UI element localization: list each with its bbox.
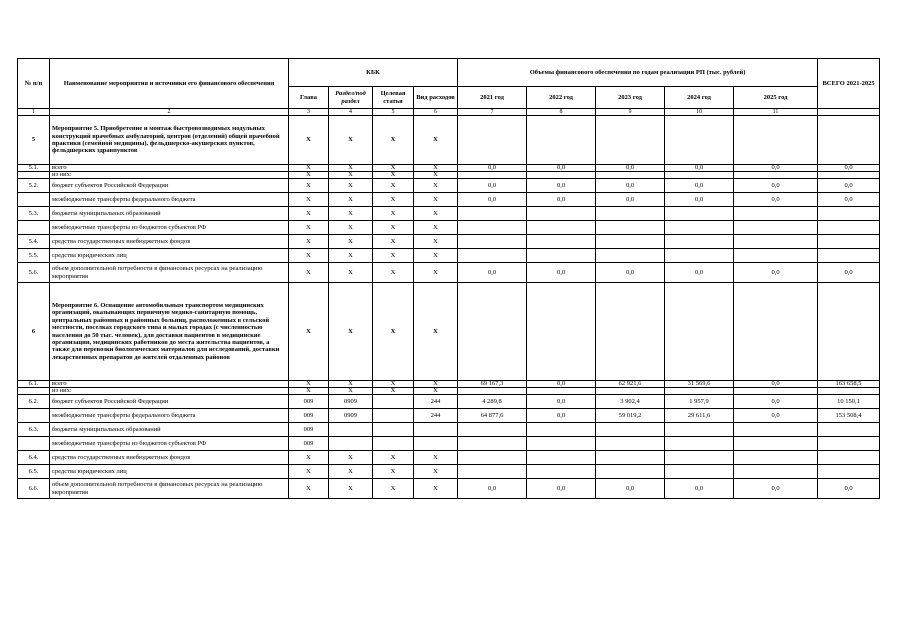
value-2022-cell [527, 207, 596, 221]
value-2021-cell: 0,0 [458, 193, 527, 207]
value-2024-cell: 31 569,6 [665, 381, 734, 388]
value-2022-cell [527, 235, 596, 249]
value-2023-cell [596, 388, 665, 395]
value-2021-cell: 69 167,3 [458, 381, 527, 388]
value-2022-cell [527, 116, 596, 165]
value-total-cell [818, 283, 880, 381]
row-number: 5 [18, 116, 50, 165]
kbk-expense-type-cell: X [414, 465, 458, 479]
row-number: 6.1. [18, 381, 50, 388]
table-row [18, 263, 880, 283]
row-number [18, 388, 50, 395]
value-total-cell: 163 658,5 [818, 381, 880, 388]
value-2024-cell [665, 465, 734, 479]
value-total-cell [818, 451, 880, 465]
kbk-article-cell [373, 423, 414, 437]
row-name: межбюджетные трансферты из бюджетов субъектов РФ [50, 221, 289, 235]
value-2024-cell: 0,0 [665, 179, 734, 193]
kbk-section-cell: X [329, 235, 373, 249]
row-name: бюджеты муниципальных образований [50, 207, 289, 221]
value-2025-cell [734, 172, 818, 179]
kbk-article-cell: X [373, 179, 414, 193]
kbk-article-cell: X [373, 249, 414, 263]
value-2021-cell: 4 289,8 [458, 395, 527, 409]
column-number: 8 [527, 109, 596, 116]
kbk-section-cell [329, 437, 373, 451]
table-row [18, 409, 880, 423]
value-2024-cell: 0,0 [665, 479, 734, 499]
value-2025-cell [734, 451, 818, 465]
kbk-expense-type-cell: X [414, 193, 458, 207]
row-number: 5.6. [18, 263, 50, 283]
kbk-article-cell [373, 409, 414, 423]
value-2024-cell [665, 451, 734, 465]
table-row [18, 465, 880, 479]
header-row-1 [18, 59, 880, 87]
kbk-article-cell: X [373, 235, 414, 249]
kbk-section-cell: X [329, 165, 373, 172]
table-row [18, 381, 880, 388]
column-number-row [18, 109, 880, 116]
value-2022-cell [527, 451, 596, 465]
value-2023-cell [596, 283, 665, 381]
header-num: № п/п [18, 59, 50, 109]
value-2024-cell [665, 207, 734, 221]
kbk-article-cell: X [373, 165, 414, 172]
value-2021-cell [458, 207, 527, 221]
value-2025-cell: 0,0 [734, 193, 818, 207]
row-name: всего [50, 381, 289, 388]
row-name: объем дополнительной потребности в финансовых ресурсах на реализацию мероприятия [50, 263, 289, 283]
header-year-2025: 2025 год [734, 87, 818, 109]
kbk-expense-type-cell: X [414, 381, 458, 388]
kbk-chapter-cell: X [289, 207, 329, 221]
table-row [18, 165, 880, 172]
table-row [18, 116, 880, 165]
kbk-chapter-cell: X [289, 179, 329, 193]
header-kbk-section: Раздел/под раздел [329, 87, 373, 109]
value-2024-cell [665, 116, 734, 165]
kbk-expense-type-cell: X [414, 283, 458, 381]
value-2022-cell: 0,0 [527, 479, 596, 499]
value-2025-cell: 0,0 [734, 165, 818, 172]
value-2022-cell [527, 465, 596, 479]
value-2025-cell [734, 235, 818, 249]
value-2023-cell: 3 902,4 [596, 395, 665, 409]
kbk-chapter-cell: 009 [289, 409, 329, 423]
value-total-cell [818, 172, 880, 179]
value-2024-cell: 0,0 [665, 193, 734, 207]
column-number: 7 [458, 109, 527, 116]
row-number: 6 [18, 283, 50, 381]
column-number: 3 [289, 109, 329, 116]
value-total-cell [818, 235, 880, 249]
row-number: 5.1. [18, 165, 50, 172]
kbk-expense-type-cell: X [414, 451, 458, 465]
value-2022-cell [527, 221, 596, 235]
table-row [18, 172, 880, 179]
value-2021-cell: 0,0 [458, 479, 527, 499]
table-row [18, 451, 880, 465]
value-total-cell: 153 508,4 [818, 409, 880, 423]
kbk-chapter-cell: X [289, 451, 329, 465]
column-number: 11 [734, 109, 818, 116]
value-total-cell: 0,0 [818, 479, 880, 499]
value-2022-cell: 0,0 [527, 395, 596, 409]
kbk-section-cell: X [329, 179, 373, 193]
table-row [18, 235, 880, 249]
value-total-cell [818, 116, 880, 165]
row-name: межбюджетные трансферты из бюджетов субъектов РФ [50, 437, 289, 451]
kbk-expense-type-cell: X [414, 207, 458, 221]
kbk-chapter-cell: X [289, 249, 329, 263]
value-2024-cell [665, 249, 734, 263]
kbk-expense-type-cell [414, 437, 458, 451]
column-number: 4 [329, 109, 373, 116]
value-total-cell [818, 388, 880, 395]
value-2021-cell [458, 465, 527, 479]
column-number: 5 [373, 109, 414, 116]
table-row [18, 179, 880, 193]
value-2021-cell [458, 249, 527, 263]
value-2025-cell [734, 221, 818, 235]
row-number [18, 221, 50, 235]
kbk-article-cell: X [373, 388, 414, 395]
value-total-cell: 0,0 [818, 193, 880, 207]
value-2025-cell: 0,0 [734, 479, 818, 499]
value-2024-cell [665, 388, 734, 395]
value-2022-cell: 0,0 [527, 165, 596, 172]
value-2023-cell: 62 921,6 [596, 381, 665, 388]
value-2021-cell: 64 877,6 [458, 409, 527, 423]
value-2025-cell [734, 465, 818, 479]
row-name: Мероприятие 5. Приобретение и монтаж быстровозводимых модульных конструкций врачебных амбулаторий, центров (отделений) общей врачебной практики (семейной медицины), фельдшерско-акушерских пунктов, фельдшерских здравпунктов [50, 116, 289, 165]
value-2023-cell: 0,0 [596, 479, 665, 499]
header-kbk-expense-type: Вид расходов [414, 87, 458, 109]
value-2022-cell: 0,0 [527, 179, 596, 193]
row-name: средства государственных внебюджетных фондов [50, 235, 289, 249]
kbk-expense-type-cell [414, 423, 458, 437]
kbk-expense-type-cell: X [414, 165, 458, 172]
value-2023-cell: 0,0 [596, 263, 665, 283]
kbk-chapter-cell: X [289, 116, 329, 165]
row-number: 6.3. [18, 423, 50, 437]
row-name: объем дополнительной потребности в финансовых ресурсах на реализацию мероприятия [50, 479, 289, 499]
row-name: бюджеты муниципальных образований [50, 423, 289, 437]
value-2025-cell: 0,0 [734, 409, 818, 423]
value-total-cell [818, 437, 880, 451]
table-row [18, 423, 880, 437]
kbk-article-cell: X [373, 221, 414, 235]
kbk-expense-type-cell: X [414, 388, 458, 395]
kbk-article-cell: X [373, 381, 414, 388]
table-row [18, 193, 880, 207]
kbk-article-cell: X [373, 283, 414, 381]
kbk-expense-type-cell: X [414, 179, 458, 193]
row-name: из них: [50, 172, 289, 179]
row-number [18, 172, 50, 179]
kbk-article-cell [373, 395, 414, 409]
value-2021-cell [458, 437, 527, 451]
row-name: средства государственных внебюджетных фондов [50, 451, 289, 465]
kbk-section-cell: X [329, 116, 373, 165]
row-name: межбюджетные трансферты федерального бюджета [50, 409, 289, 423]
value-2021-cell [458, 172, 527, 179]
value-2023-cell [596, 221, 665, 235]
kbk-section-cell: X [329, 263, 373, 283]
value-2023-cell [596, 451, 665, 465]
value-total-cell: 10 150,1 [818, 395, 880, 409]
kbk-section-cell: X [329, 207, 373, 221]
value-2023-cell [596, 249, 665, 263]
value-2022-cell: 0,0 [527, 263, 596, 283]
kbk-expense-type-cell: X [414, 249, 458, 263]
value-2025-cell [734, 207, 818, 221]
value-total-cell: 0,0 [818, 179, 880, 193]
value-2024-cell: 29 611,6 [665, 409, 734, 423]
kbk-chapter-cell: 009 [289, 395, 329, 409]
value-2025-cell: 0,0 [734, 179, 818, 193]
value-2023-cell [596, 465, 665, 479]
value-2022-cell [527, 172, 596, 179]
column-number: 2 [50, 109, 289, 116]
kbk-section-cell: X [329, 381, 373, 388]
row-name: средства юридических лиц [50, 465, 289, 479]
kbk-section-cell: X [329, 388, 373, 395]
kbk-section-cell: X [329, 283, 373, 381]
column-number: 1 [18, 109, 50, 116]
column-number-empty [818, 109, 880, 116]
header-kbk-article: Целевая статья [373, 87, 414, 109]
financing-table [17, 58, 880, 499]
table-row [18, 207, 880, 221]
value-2023-cell [596, 116, 665, 165]
table-row [18, 249, 880, 263]
kbk-expense-type-cell: X [414, 235, 458, 249]
value-2024-cell: 0,0 [665, 263, 734, 283]
row-name: Мероприятие 6. Оснащение автомобильным транспортом медицинских организаций, оказывающих первичную медико-санитарную помощь, центральных районных и районных больниц, расположенных в сельской местности, поселках городского типа и малых городах (с численностью населения до 50 тыс. человек), для доставки пациентов в медицинские организации, медицинских работников до места жительства пациентов, а также для перевозки биологических материалов для исследований, доставки лекарственных препаратов до жителей отдаленных районов [50, 283, 289, 381]
value-2021-cell [458, 423, 527, 437]
table-row [18, 221, 880, 235]
row-number: 5.5. [18, 249, 50, 263]
kbk-expense-type-cell: X [414, 172, 458, 179]
value-2023-cell: 0,0 [596, 193, 665, 207]
kbk-chapter-cell: X [289, 172, 329, 179]
header-year-2022: 2022 год [527, 87, 596, 109]
header-volumes: Объемы финансового обеспечения по годам реализации РП (тыс. рублей) [458, 59, 818, 87]
row-number [18, 409, 50, 423]
kbk-article-cell: X [373, 193, 414, 207]
value-2025-cell [734, 283, 818, 381]
value-2021-cell [458, 451, 527, 465]
value-2021-cell [458, 221, 527, 235]
value-2022-cell: 0,0 [527, 409, 596, 423]
row-number: 5.4. [18, 235, 50, 249]
row-number: 6.5. [18, 465, 50, 479]
table-row [18, 283, 880, 381]
value-2021-cell [458, 388, 527, 395]
value-2023-cell [596, 207, 665, 221]
header-kbk: КБК [289, 59, 458, 87]
kbk-section-cell: X [329, 172, 373, 179]
kbk-section-cell [329, 423, 373, 437]
row-number: 6.4. [18, 451, 50, 465]
value-2021-cell: 0,0 [458, 179, 527, 193]
value-2023-cell: 0,0 [596, 165, 665, 172]
kbk-section-cell: X [329, 249, 373, 263]
kbk-expense-type-cell: X [414, 263, 458, 283]
value-2021-cell: 0,0 [458, 165, 527, 172]
value-2022-cell [527, 423, 596, 437]
kbk-expense-type-cell: 244 [414, 395, 458, 409]
value-2024-cell: 1 957,9 [665, 395, 734, 409]
value-2022-cell: 0,0 [527, 381, 596, 388]
kbk-section-cell: X [329, 479, 373, 499]
column-number: 9 [596, 109, 665, 116]
value-2023-cell: 59 019,2 [596, 409, 665, 423]
kbk-article-cell: X [373, 479, 414, 499]
kbk-section-cell: X [329, 193, 373, 207]
kbk-article-cell: X [373, 172, 414, 179]
kbk-chapter-cell: X [289, 193, 329, 207]
value-2024-cell [665, 221, 734, 235]
row-number: 5.3. [18, 207, 50, 221]
table-row [18, 388, 880, 395]
row-name: межбюджетные трансферты федерального бюджета [50, 193, 289, 207]
value-total-cell [818, 221, 880, 235]
value-total-cell: 0,0 [818, 165, 880, 172]
value-total-cell [818, 249, 880, 263]
value-2024-cell [665, 423, 734, 437]
value-2025-cell [734, 116, 818, 165]
row-name: из них: [50, 388, 289, 395]
value-2021-cell [458, 283, 527, 381]
kbk-section-cell: 0909 [329, 395, 373, 409]
row-name: всего [50, 165, 289, 172]
row-name: средства юридических лиц [50, 249, 289, 263]
row-name: бюджет субъектов Российской Федерации [50, 395, 289, 409]
value-2025-cell [734, 423, 818, 437]
value-2025-cell [734, 249, 818, 263]
header-kbk-chapter: Глава [289, 87, 329, 109]
value-2022-cell: 0,0 [527, 193, 596, 207]
value-2025-cell [734, 437, 818, 451]
kbk-section-cell: X [329, 465, 373, 479]
value-2025-cell: 0,0 [734, 263, 818, 283]
kbk-chapter-cell: X [289, 263, 329, 283]
table-row [18, 437, 880, 451]
kbk-chapter-cell: X [289, 165, 329, 172]
value-2023-cell [596, 172, 665, 179]
kbk-expense-type-cell: X [414, 116, 458, 165]
header-year-2021: 2021 год [458, 87, 527, 109]
value-2021-cell [458, 235, 527, 249]
kbk-chapter-cell: 009 [289, 437, 329, 451]
column-number: 10 [665, 109, 734, 116]
value-total-cell [818, 423, 880, 437]
row-number [18, 437, 50, 451]
kbk-article-cell: X [373, 451, 414, 465]
header-name: Наименование мероприятия и источники его финансового обеспечения [50, 59, 289, 109]
value-2024-cell [665, 235, 734, 249]
kbk-article-cell: X [373, 263, 414, 283]
header-total: ВСЕГО 2021-2025 [818, 59, 880, 109]
kbk-article-cell: X [373, 465, 414, 479]
value-2021-cell [458, 116, 527, 165]
kbk-article-cell: X [373, 207, 414, 221]
table-row [18, 395, 880, 409]
value-2022-cell [527, 249, 596, 263]
kbk-chapter-cell: X [289, 221, 329, 235]
kbk-chapter-cell: X [289, 388, 329, 395]
value-total-cell: 0,0 [818, 263, 880, 283]
value-total-cell [818, 465, 880, 479]
row-number: 6.6. [18, 479, 50, 499]
kbk-chapter-cell: 009 [289, 423, 329, 437]
value-2023-cell [596, 437, 665, 451]
kbk-chapter-cell: X [289, 381, 329, 388]
kbk-expense-type-cell: X [414, 221, 458, 235]
kbk-expense-type-cell: X [414, 479, 458, 499]
value-2024-cell [665, 172, 734, 179]
kbk-chapter-cell: X [289, 235, 329, 249]
kbk-chapter-cell: X [289, 479, 329, 499]
row-number: 6.2. [18, 395, 50, 409]
value-2024-cell [665, 437, 734, 451]
header-year-2024: 2024 год [665, 87, 734, 109]
value-2024-cell [665, 283, 734, 381]
kbk-chapter-cell: X [289, 465, 329, 479]
value-2023-cell [596, 235, 665, 249]
value-2022-cell [527, 437, 596, 451]
value-2025-cell: 0,0 [734, 381, 818, 388]
kbk-chapter-cell: X [289, 283, 329, 381]
row-number [18, 193, 50, 207]
value-2022-cell [527, 388, 596, 395]
value-2021-cell: 0,0 [458, 263, 527, 283]
value-2023-cell [596, 423, 665, 437]
row-number: 5.2. [18, 179, 50, 193]
value-total-cell [818, 207, 880, 221]
kbk-article-cell [373, 437, 414, 451]
kbk-section-cell: X [329, 221, 373, 235]
value-2024-cell: 0,0 [665, 165, 734, 172]
kbk-section-cell: X [329, 451, 373, 465]
value-2025-cell: 0,0 [734, 395, 818, 409]
kbk-expense-type-cell: 244 [414, 409, 458, 423]
value-2025-cell [734, 388, 818, 395]
kbk-section-cell: 0909 [329, 409, 373, 423]
value-2023-cell: 0,0 [596, 179, 665, 193]
kbk-article-cell: X [373, 116, 414, 165]
column-number: 6 [414, 109, 458, 116]
value-2022-cell [527, 283, 596, 381]
table-row [18, 479, 880, 499]
row-name: бюджет субъектов Российской Федерации [50, 179, 289, 193]
header-year-2023: 2023 год [596, 87, 665, 109]
